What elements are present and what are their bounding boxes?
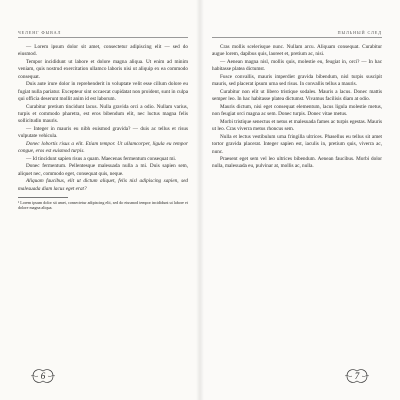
right-text-block bbox=[212, 44, 382, 171]
right-running-head: ПЫЛЬНЫЙ СЛЕД bbox=[212, 30, 382, 38]
footnote: ¹ Lorem ipsum dolor sit amet, consectetur adipiscing elit, sed do eiusmod tempor incididunt ut labore et dolore magna aliqua. bbox=[18, 200, 188, 211]
paragraph: Donec fermentum. Pellentesque malesuada nulla a mi. Duis sapien sem, aliquet nec, commodo eget, consequat quis, neque. bbox=[18, 163, 188, 177]
paragraph: — Lorem ipsum dolor sit amet, consectetur adipiscing elit — sed do eiusmod. bbox=[18, 44, 188, 58]
paragraph: Cras mollis scelerisque nunc. Nullam arcu. Aliquam consequat. Curabitur augue lorem, dapibus quis, laoreet et, pretium ac, nisi. bbox=[212, 44, 382, 58]
paragraph: — Aenean magna nisl, mollis quis, molestie eu, feugiat in, orci? — In hac habitasse platea dictumst. bbox=[212, 58, 382, 73]
paragraph: — Integer in mauris eu nibh euismod gravida? — duis ac tellus et risus vulputate vehicula. bbox=[18, 125, 188, 140]
paragraph: Duis aute irure dolor in reprehenderit in voluptate velit esse cillum dolore eu fugiat nulla pariatur. Excepteur sint occaecat cupidatat non proident, sunt in culpa qui officia deserunt mollit anim id est laborum. bbox=[18, 81, 188, 102]
paragraph-italic: Donec lobortis risus a elit. Etiam tempor. Ut ullamcorper, ligula eu tempor congue, eros est euismod turpis. bbox=[18, 140, 188, 155]
paragraph: Tempor incididunt ut labore et dolore magna aliqua. Ut enim ad minim veniam, quis nostrud exercitation ullamco laboris nisi ut aliquip ex ea commodo consequat. bbox=[18, 58, 188, 80]
paragraph: Fusce convallis, mauris imperdiet gravida bibendum, nisl turpis suscipit mauris, sed placerat ipsum urna sed risus. In convallis tellus a mauris. bbox=[212, 73, 382, 88]
paragraph: Mauris dictum, nisi eget consequat elementum, lacus ligula molestie metus, non feugiat orci magna ac sem. Donec turpis. Donec vitae metus. bbox=[212, 103, 382, 118]
left-folio bbox=[30, 366, 56, 386]
left-running-head: ЧЕЛЕНГ ФЫВАЛ bbox=[18, 30, 188, 38]
right-page bbox=[200, 0, 400, 400]
page-number: 6 bbox=[40, 371, 46, 381]
paragraph: Nulla et lectus vestibulum urna fringilla ultrices. Phasellus eu tellus sit amet tortor gravida placerat. Integer sapien est, iaculis in, pretium quis, viverra ac, nunc. bbox=[212, 133, 382, 155]
right-folio bbox=[344, 366, 370, 386]
paragraph: Curabitur non elit ut libero tristique sodales. Mauris a lacus. Donec mattis semper leo. In hac habitasse platea dictumst. Vivamus facilisis diam at odio. bbox=[212, 88, 382, 103]
paragraph: Curabitur pretium tincidunt lacus. Nulla gravida orci a odio. Nullam varius, turpis et commodo pharetra, est eros bibendum elit, nec luctus magna felis sollicitudin mauris. bbox=[18, 103, 188, 125]
footnote-rule bbox=[18, 197, 68, 198]
paragraph: Praesent eget sem vel leo ultrices bibendum. Aenean faucibus. Morbi dolor nulla, malesuada eu, pulvinar at, mollis ac, nulla. bbox=[212, 156, 382, 170]
paragraph: Morbi tristique senectus et netus et malesuada fames ac turpis egestas. Mauris ut leo. Cras viverra metus rhoncus sem. bbox=[212, 118, 382, 133]
paragraph-italic: Aliquam faucibus, elit ut dictum aliquet, felis nisl adipiscing sapien, sed malesuada diam lacus eget erat? bbox=[18, 178, 188, 192]
paragraph: — Id tincidunt sapien risus a quam. Maecenas fermentum consequat mi. bbox=[26, 155, 177, 162]
page-number: 7 bbox=[354, 371, 360, 381]
left-text-block bbox=[18, 44, 188, 193]
